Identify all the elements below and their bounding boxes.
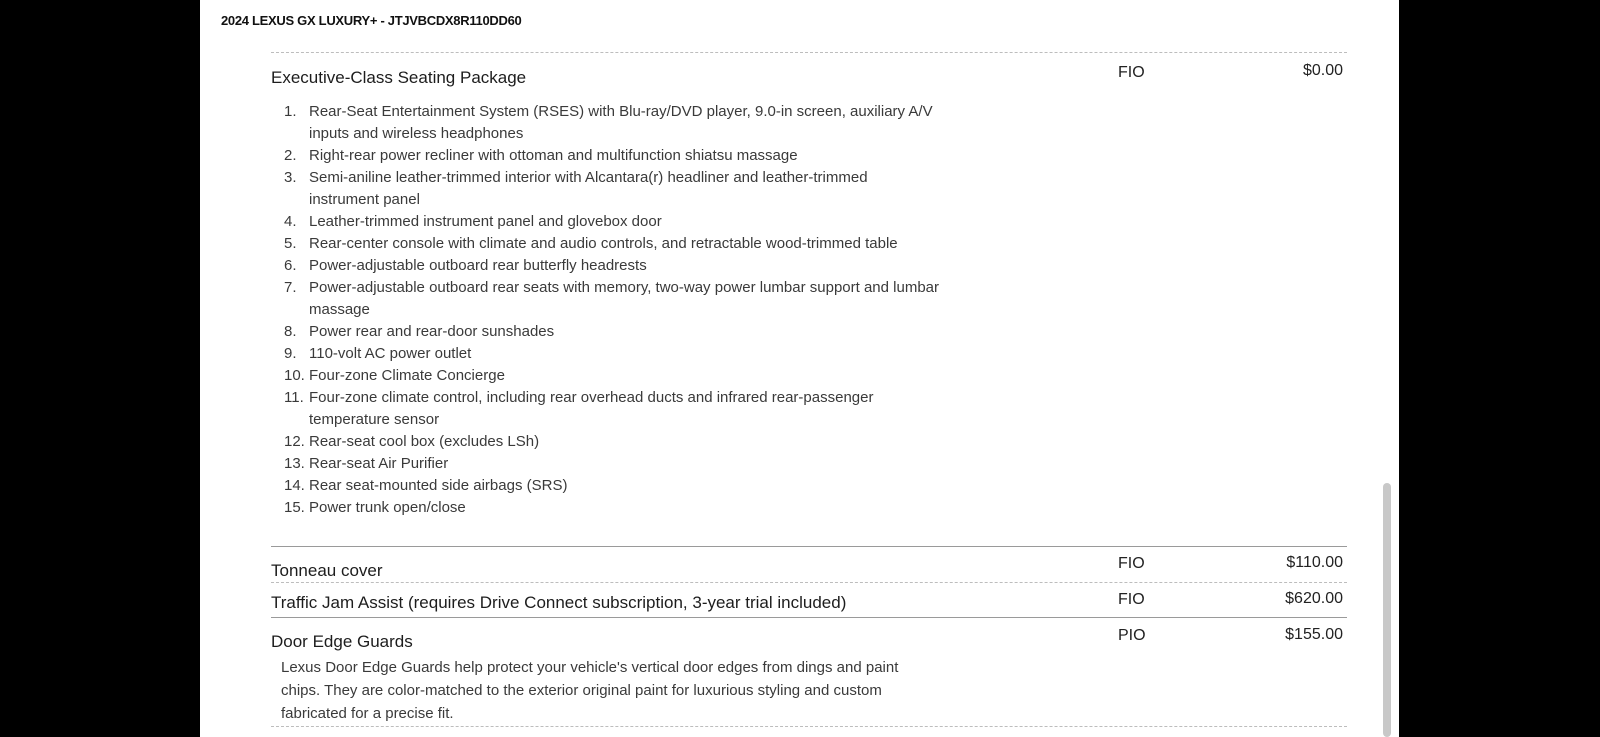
document-page — [200, 0, 1399, 737]
option-code: FIO — [1118, 555, 1145, 572]
list-item: 5. Rear-center console with climate and audio controls, and retractable wood-trimmed table — [284, 235, 898, 252]
list-item: 13. Rear-seat Air Purifier — [284, 455, 449, 472]
scrollbar[interactable] — [1383, 483, 1391, 737]
divider — [271, 546, 1347, 547]
option-price: $0.00 — [1302, 62, 1343, 79]
option-name-traffic-jam-assist: Traffic Jam Assist (requires Drive Connect subscription, 3-year trial included) — [271, 593, 847, 612]
option-price: $110.00 — [1286, 554, 1343, 571]
option-code: PIO — [1118, 627, 1146, 644]
list-item: 12. Rear-seat cool box (excludes LSh) — [284, 433, 540, 450]
document-title: 2024 LEXUS GX LUXURY+ - JTJVBCDX8R110DD60 — [221, 13, 522, 28]
list-item: 14. Rear seat-mounted side airbags (SRS) — [284, 477, 568, 494]
option-price: $620.00 — [1285, 590, 1343, 607]
option-name-tonneau-cover: Tonneau cover — [271, 561, 383, 580]
option-name-door-edge-guards: Door Edge Guards — [271, 632, 413, 651]
list-item: 11. Four-zone climate control, including rear overhead ducts and infrared rear-passenger temperature sensor — [284, 389, 874, 428]
list-item: 6. Power-adjustable outboard rear butterfly headrests — [284, 257, 647, 274]
divider — [271, 582, 1347, 583]
list-item: 3. Semi-aniline leather-trimmed interior with Alcantara(r) headliner and leather-trimmed instrument panel — [284, 169, 868, 208]
option-description: Lexus Door Edge Guards help protect your vehicle's vertical door edges from dings and paint chips. They are color-matched to the exterior original paint for luxurious styling and custom fabricated for a precise fit. — [281, 659, 899, 722]
list-item: 15. Power trunk open/close — [284, 499, 466, 516]
list-item: 4. Leather-trimmed instrument panel and glovebox door — [284, 213, 662, 230]
option-name-executive-seating: Executive-Class Seating Package — [271, 68, 527, 87]
list-item: 10. Four-zone Climate Concierge — [284, 367, 505, 384]
option-price: $155.00 — [1285, 626, 1343, 643]
list-item: 7. Power-adjustable outboard rear seats with memory, two-way power lumbar support and lumbar massage — [284, 279, 940, 318]
divider — [271, 617, 1347, 618]
list-item: 9. 110-volt AC power outlet — [284, 345, 472, 362]
list-item: 8. Power rear and rear-door sunshades — [284, 323, 555, 340]
feature-list — [280, 101, 940, 519]
option-code: FIO — [1118, 591, 1145, 608]
option-code: FIO — [1118, 64, 1145, 81]
list-item: 1. Rear-Seat Entertainment System (RSES) with Blu-ray/DVD player, 9.0-in screen, auxiliary A/V inputs and wireless headphones — [284, 103, 933, 142]
divider — [271, 52, 1347, 53]
list-item: 2. Right-rear power recliner with ottoman and multifunction shiatsu massage — [284, 147, 798, 164]
divider — [271, 726, 1347, 727]
